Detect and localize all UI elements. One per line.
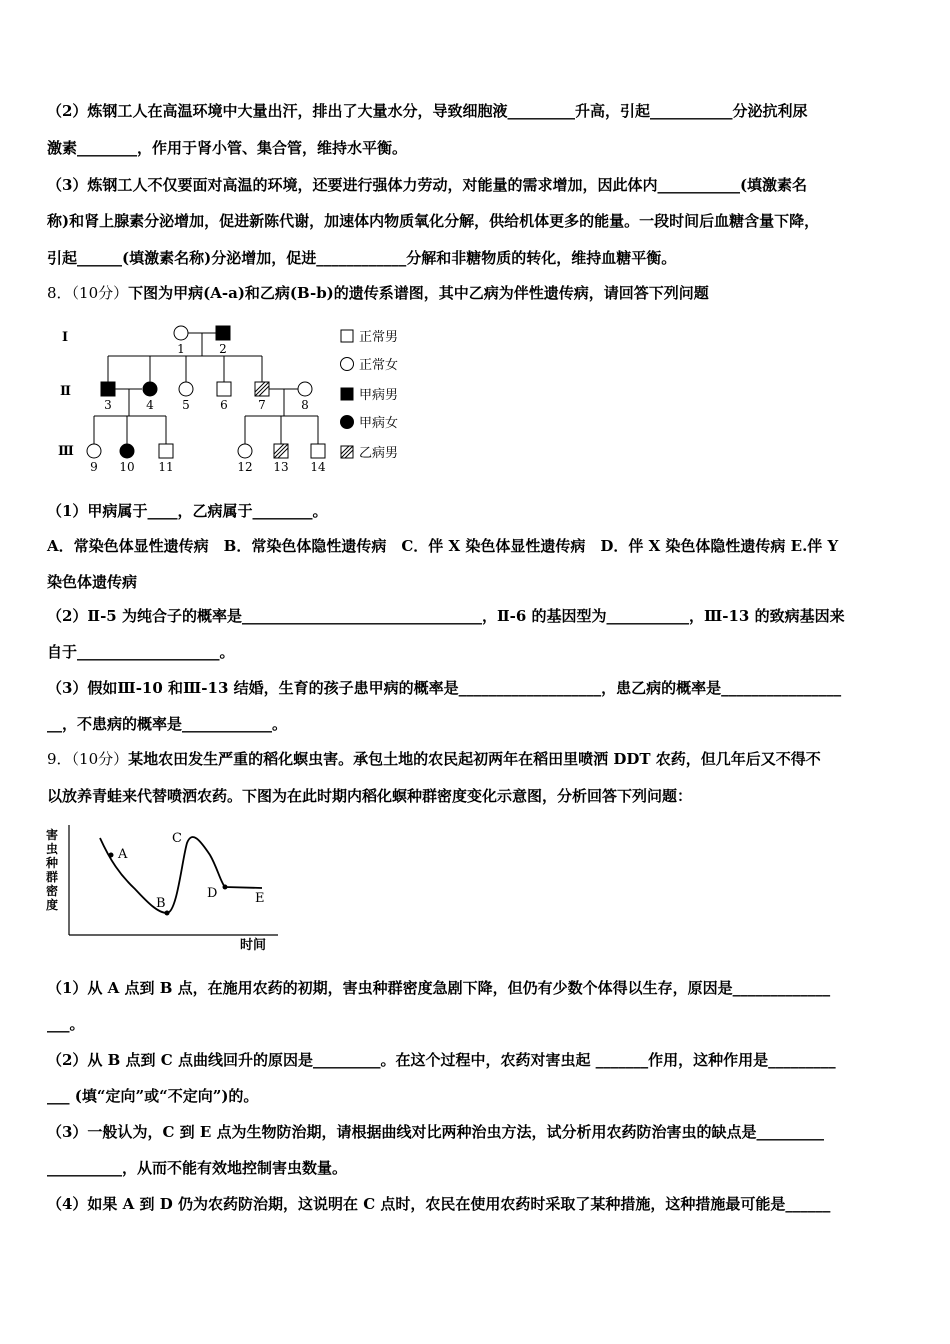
legend-normal-male-icon (341, 330, 353, 342)
pedigree-legend (341, 329, 399, 461)
label-3: 3 (104, 398, 112, 412)
question-9-number: 9．（10分） (47, 750, 129, 768)
individual-III-12 (238, 444, 252, 458)
text-line-17: ___。 (47, 1015, 85, 1033)
label-14: 14 (310, 460, 326, 474)
label-5: 5 (182, 398, 190, 412)
text-line-19: ___ (填“定向”或“不定向”)的。 (47, 1087, 259, 1105)
text-line-8: A．常染色体显性遗传病 B．常染色体隐性遗传病 C．伴 X 染色体显性遗传病 D．伴 X 染色体隐性遗传病 E.伴 Y (47, 537, 839, 555)
svg-text:害: 害 (46, 828, 59, 842)
question-8-text: 下图为甲病(A-a)和乙病(B-b)的遗传系谱图，其中乙病为伴性遗传病，请回答下列问题 (128, 284, 709, 302)
svg-text:群: 群 (46, 870, 59, 884)
legend-normal-female: 正常女 (359, 358, 399, 373)
individual-III-9 (87, 444, 101, 458)
point-D-label: D (207, 886, 218, 901)
x-axis-label: 时间 (240, 938, 267, 953)
text-line-2: 激素________，作用于肾小管、集合管，维持水平衡。 (47, 139, 408, 157)
svg-text:密: 密 (46, 884, 59, 898)
point-A (109, 853, 114, 858)
text-line-7: （1）甲病属于____，乙病属于________。 (47, 502, 328, 520)
legend-a-female-icon (341, 416, 354, 429)
individual-II-8 (298, 382, 312, 396)
individual-II-6 (217, 382, 231, 396)
point-B-label: B (156, 896, 166, 911)
gen-label-I: Ⅰ (62, 330, 69, 345)
text-line-12: （3）假如Ⅲ-10 和Ⅲ-13 结婚，生育的孩子患甲病的概率是___________________，患乙病的概率是________________ (47, 679, 842, 697)
text-line-15: 以放养青蛙来代替喷洒农药。下图为在此时期内稻化螟种群密度变化示意图，分析回答下列问题： (47, 787, 693, 805)
point-B (165, 911, 170, 916)
individual-II-7 (255, 382, 269, 396)
legend-a-male: 甲病男 (359, 388, 399, 403)
individual-II-3 (101, 382, 115, 396)
legend-normal-female-icon (341, 358, 354, 371)
individual-III-11 (159, 444, 173, 458)
label-13: 13 (273, 460, 289, 474)
text-line-13: __，不患病的概率是____________。 (47, 715, 288, 733)
question-9-header (47, 749, 821, 769)
text-line-16: （1）从 A 点到 B 点，在施用农药的初期，害虫种群密度急剧下降，但仍有少数个体得以生存，原因是_____________ (47, 979, 831, 997)
label-12: 12 (237, 460, 253, 474)
legend-normal-male: 正常男 (359, 330, 399, 345)
individual-I-1 (174, 326, 188, 340)
label-2: 2 (219, 342, 227, 356)
text-line-21: __________，从而不能有效地控制害虫数量。 (47, 1159, 348, 1177)
text-line-11: 自于___________________。 (47, 643, 235, 661)
label-6: 6 (220, 398, 228, 412)
individual-III-13 (274, 444, 288, 458)
individual-II-5 (179, 382, 193, 396)
label-10: 10 (119, 460, 135, 474)
label-7: 7 (258, 398, 266, 412)
label-11: 11 (158, 460, 174, 474)
label-8: 8 (301, 398, 309, 412)
question-8-number: 8．（10分） (47, 284, 129, 302)
legend-b-male-icon (341, 446, 353, 458)
text-line-10: （2）Ⅱ-5 为纯合子的概率是________________________________，Ⅱ-6 的基因型为___________，Ⅲ-13 的致病基因来 (47, 607, 845, 625)
y-axis-label (45, 827, 58, 912)
gen-label-III: Ⅲ (58, 444, 74, 459)
point-D (223, 885, 228, 890)
text-line-1: （2）炼钢工人在高温环境中大量出汗，排出了大量水分，导致细胞液_________升高，引起___________分泌抗利尿 (47, 102, 808, 120)
pest-density-chart (40, 825, 290, 955)
question-9-text: 某地农田发生严重的稻化螟虫害。承包土地的农民起初两年在稻田里喷洒 DDT 农药，但几年后又不得不 (128, 750, 821, 768)
legend-a-female: 甲病女 (359, 416, 399, 431)
text-line-20: （3）一般认为，C 到 E 点为生物防治期，请根据曲线对比两种治虫方法，试分析用农药防治害虫的缺点是_________ (47, 1123, 824, 1141)
label-4: 4 (146, 398, 154, 412)
label-1: 1 (177, 342, 185, 356)
text-line-5: 引起______(填激素名称)分泌增加，促进____________分解和非糖物质的转化，维持血糖平衡。 (47, 249, 677, 267)
point-E-label: E (255, 891, 265, 906)
point-A-label: A (118, 847, 128, 862)
question-8-header (47, 283, 709, 303)
legend-b-male: 乙病男 (359, 446, 399, 461)
individual-II-4 (143, 382, 157, 396)
individual-I-2 (216, 326, 230, 340)
text-line-22: （4）如果 A 到 D 仍为农药防治期，这说明在 C 点时，农民在使用农药时采取了某种措施，这种措施最可能是______ (47, 1195, 831, 1213)
text-line-18: （2）从 B 点到 C 点曲线回升的原因是_________。在这个过程中，农药对害虫起 _______作用，这种作用是_________ (47, 1051, 836, 1069)
legend-a-male-icon (341, 388, 353, 400)
point-C-label: C (172, 831, 182, 846)
svg-text:度: 度 (46, 898, 59, 912)
individual-III-10 (120, 444, 134, 458)
svg-text:虫: 虫 (46, 842, 59, 856)
text-line-4: 称)和肾上腺素分泌增加，促进新陈代谢，加速体内物质氧化分解，供给机体更多的能量。一段时间后血糖含量下降， (47, 212, 820, 230)
individual-III-14 (311, 444, 325, 458)
text-line-3: （3）炼钢工人不仅要面对高温的环境，还要进行强体力劳动，对能量的需求增加，因此体内___________(填激素名 (47, 176, 808, 194)
text-line-9: 染色体遗传病 (47, 573, 138, 591)
pedigree-chart (50, 320, 420, 480)
svg-text:种: 种 (46, 856, 59, 870)
label-9: 9 (90, 460, 98, 474)
gen-label-II: Ⅱ (60, 384, 71, 399)
